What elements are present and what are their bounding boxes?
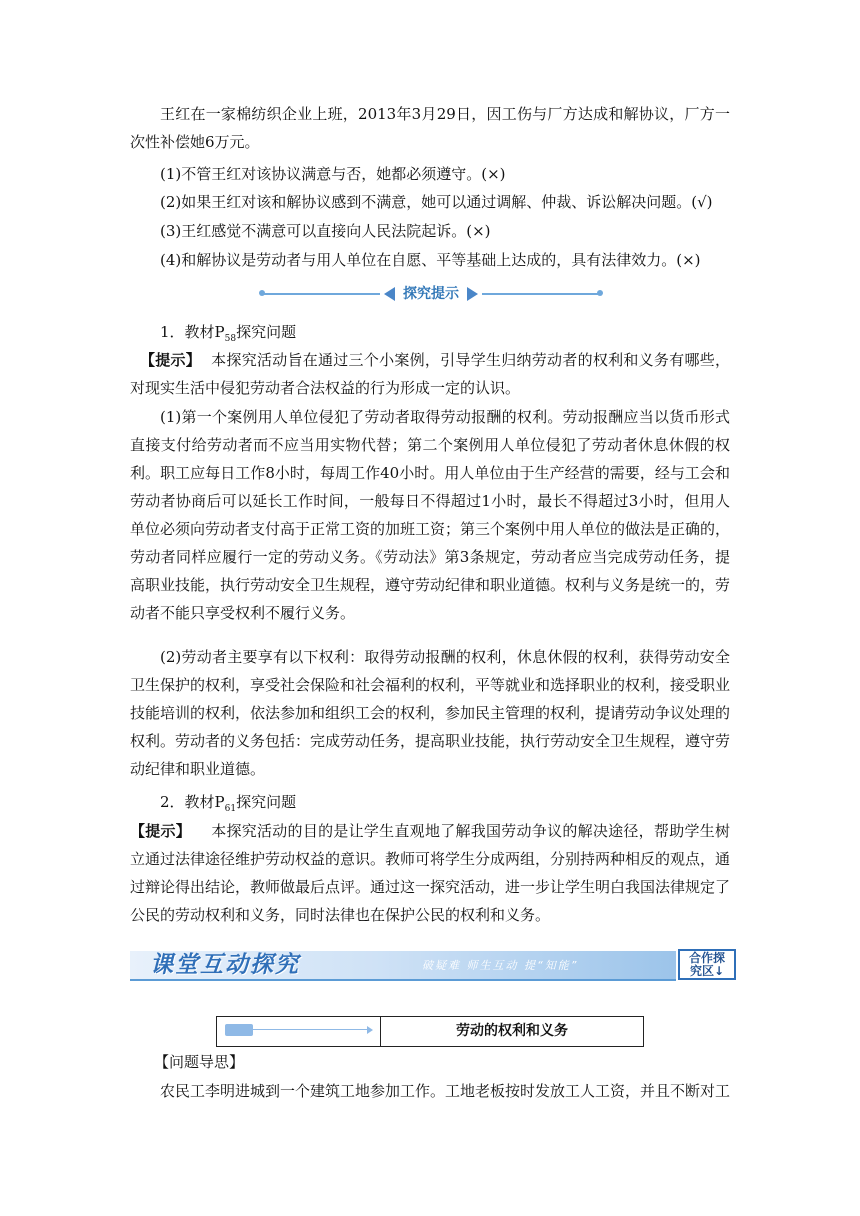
judgment-2: (2)如果王红对该和解协议感到不满意，她可以通过调解、仲裁、诉讼解决问题。(√): [160, 193, 713, 211]
topic-marker-cell: [217, 1017, 381, 1046]
triangle-right-icon: [467, 287, 478, 301]
banner-tag-line-1: 合作探: [688, 951, 725, 965]
q1-heading: 1．教材$P_{58}$探究问题: [160, 323, 297, 344]
topic-table: [216, 1016, 644, 1047]
section-divider: [262, 284, 600, 304]
divider-rule: [482, 293, 600, 295]
topic-marker-rule: [253, 1029, 369, 1030]
judgment-1: (1)不管王红对该协议满意与否，她都必须遵守。(×): [160, 165, 506, 183]
q1-para-1: (1)第一个案例用人单位侵犯了劳动者取得劳动报酬的权利。劳动报酬应当以货币形式直接支付给劳动者而不应当用实物代替；第二个案例用人单位侵犯了劳动者休息休假的权利。职工应每日工作8小时，每周工作40小时。用人单位由于生产经营的需要，经与工会和劳动者协商后可以延长工作时间，一般每日不得超过1小时，最长不得超过3小时，但用人单位必须向劳动者支付高于正常工资的加班工资；第三个案例中用人单位的做法是正确的，劳动者同样应履行一定的劳动义务。《劳动法》第3条规定，劳动者应当完成劳动任务，提高职业技能，执行劳动安全卫生规程，遵守劳动纪律和职业道德。权利与义务是统一的，劳动者不能只享受权利不履行义务。: [130, 408, 731, 622]
guide-label: 【问题导思】: [154, 1053, 245, 1071]
divider-dot-icon: [597, 290, 603, 296]
divider-label: 探究提示: [403, 286, 459, 302]
q2-heading: 2．教材$P_{61}$探究问题: [160, 793, 297, 814]
banner-slogan: 破疑难 师生互动 提“知能”: [422, 959, 579, 972]
banner-tag: [678, 949, 736, 980]
banner-tag-line-2: 究区↓: [689, 964, 725, 978]
judgment-4: (4)和解协议是劳动者与用人单位在自愿、平等基础上达成的，具有法律效力。(×): [160, 251, 701, 269]
case-intro: 王红在一家棉纺织企业上班，2013年3月29日，因工伤与厂方达成和解协议，厂方一次性补偿她6万元。: [130, 105, 730, 151]
section-banner: [130, 949, 736, 982]
guide-text: 农民工李明进城到一个建筑工地参加工作。工地老板按时发放工人工资，并且不断对工: [160, 1082, 731, 1100]
tip-label: 【提示】: [140, 351, 202, 369]
tip-label: 【提示】: [130, 822, 192, 840]
topic-marker-icon: [225, 1024, 253, 1036]
topic-title: 劳动的权利和义务: [456, 1023, 568, 1039]
q1-para-2: (2)劳动者主要享有以下权利：取得劳动报酬的权利，休息休假的权利，获得劳动安全卫生保护的权利，享受社会保险和社会福利的权利，平等就业和选择职业的权利，接受职业技能培训的权利，依法参加和组织工会的权利，参加民主管理的权利，提请劳动争议处理的权利。劳动者的义务包括：完成劳动任务，提高职业技能，执行劳动安全卫生规程，遵守劳动纪律和职业道德。: [130, 648, 731, 778]
q1-tip: 【提示】 本探究活动旨在通过三个小案例，引导学生归纳劳动者的权利和义务有哪些，对现实生活中侵犯劳动者合法权益的行为形成一定的认识。: [130, 351, 730, 397]
judgment-3: (3)王红感觉不满意可以直接向人民法院起诉。(×): [160, 222, 491, 240]
banner-title: 课堂互动探究: [150, 951, 300, 978]
triangle-left-icon: [384, 287, 395, 301]
q2-tip: 【提示】 本探究活动的目的是让学生直观地了解我国劳动争议的解决途径，帮助学生树立通过法律途径维护劳动权益的意识。教师可将学生分成两组，分别持两种相反的观点，通过辩论得出结论，教师做最后点评。通过这一探究活动，进一步让学生明白我国法律规定了公民的劳动权利和义务，同时法律也在保护公民的权利和义务。: [130, 822, 731, 924]
divider-rule: [262, 293, 380, 295]
arrow-right-icon: [367, 1026, 373, 1034]
